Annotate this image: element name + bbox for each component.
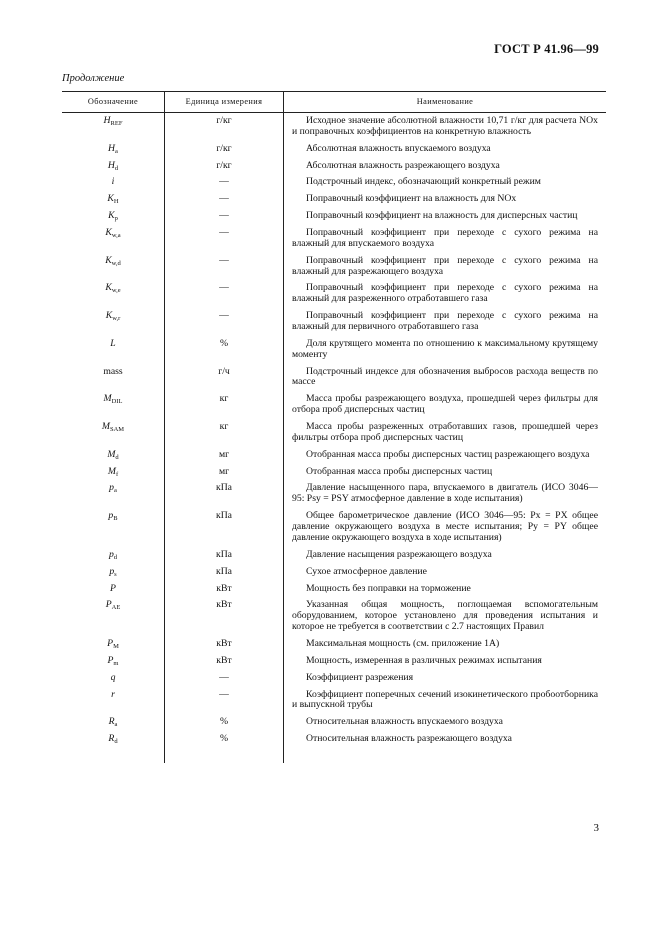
symbol-subscript: p bbox=[114, 215, 118, 223]
description-cell bbox=[284, 141, 607, 158]
unit-cell: мг bbox=[165, 464, 284, 481]
unit-cell: кВт bbox=[165, 597, 284, 636]
description-cell bbox=[284, 687, 607, 715]
description-cell bbox=[284, 280, 607, 308]
symbol-subscript: w,d bbox=[111, 259, 121, 267]
table-row bbox=[62, 653, 606, 670]
description-text: Масса пробы разреженных отработавших газов, прошедшей через фильтры отбора проб дисперсных частиц bbox=[292, 421, 598, 443]
symbol-cell bbox=[62, 670, 165, 687]
symbol-subscript: w,e bbox=[111, 287, 121, 295]
symbol-cell bbox=[62, 253, 165, 281]
description-cell bbox=[284, 419, 607, 447]
description-text: Мощность без поправки на торможение bbox=[306, 582, 471, 594]
unit-cell: кВт bbox=[165, 636, 284, 653]
symbol-subscript: w,r bbox=[112, 315, 121, 323]
unit-cell: — bbox=[165, 253, 284, 281]
description-cell bbox=[284, 158, 607, 175]
table-row bbox=[62, 714, 606, 731]
symbol: P bbox=[105, 599, 112, 611]
unit-cell: — bbox=[165, 308, 284, 336]
symbol-cell bbox=[62, 141, 165, 158]
unit-cell: кг bbox=[165, 391, 284, 419]
symbol-subscript: DIL bbox=[111, 398, 123, 406]
description-cell bbox=[284, 464, 607, 481]
unit-cell: кВт bbox=[165, 581, 284, 598]
symbol-subscript: d bbox=[114, 164, 119, 172]
symbol-cell bbox=[62, 308, 165, 336]
description-cell bbox=[284, 714, 607, 731]
symbol: K bbox=[105, 227, 112, 239]
symbol: K bbox=[105, 282, 112, 294]
symbol-subscript: H bbox=[113, 198, 119, 206]
symbol: P bbox=[107, 637, 114, 649]
symbol: L bbox=[110, 337, 116, 349]
symbol: M bbox=[107, 448, 116, 460]
table-row bbox=[62, 113, 606, 141]
description-text: Абсолютная влажность впускаемого воздуха bbox=[306, 142, 491, 154]
description-text: Подстрочный индексе для обозначения выбросов расхода веществ по массе bbox=[292, 365, 598, 388]
description-cell bbox=[284, 225, 607, 253]
page-number: 3 bbox=[593, 822, 599, 834]
description-cell bbox=[284, 508, 607, 547]
table-row bbox=[62, 336, 606, 364]
document-header: ГОСТ Р 41.96—99 bbox=[494, 42, 599, 56]
symbol-cell bbox=[62, 364, 165, 392]
symbol: H bbox=[108, 142, 116, 154]
description-cell bbox=[284, 364, 607, 392]
unit-cell: — bbox=[165, 191, 284, 208]
unit-cell: — bbox=[165, 174, 284, 191]
table-row bbox=[62, 508, 606, 547]
column-header-symbol: Обозначение bbox=[62, 92, 165, 113]
symbol-subscript: w,a bbox=[111, 232, 121, 240]
unit-cell: — bbox=[165, 208, 284, 225]
symbol: P bbox=[110, 582, 116, 594]
symbol: R bbox=[108, 733, 115, 745]
symbol: r bbox=[111, 688, 115, 700]
table-row bbox=[62, 480, 606, 508]
table-row bbox=[62, 670, 606, 687]
description-cell bbox=[284, 731, 607, 763]
unit-cell: мг bbox=[165, 447, 284, 464]
symbol-cell bbox=[62, 547, 165, 564]
description-text: Поправочный коэффициент при переходе с сухого режима на влажный для разреженного отработавшего газа bbox=[292, 282, 598, 305]
symbol-subscript: s bbox=[114, 570, 117, 578]
symbol: K bbox=[105, 310, 113, 322]
symbol-cell bbox=[62, 508, 165, 547]
unit-cell: г/кг bbox=[165, 141, 284, 158]
symbol: p bbox=[108, 548, 114, 560]
symbol: K bbox=[107, 193, 114, 205]
symbol: p bbox=[109, 482, 114, 494]
symbol-cell bbox=[62, 225, 165, 253]
unit-cell: % bbox=[165, 336, 284, 364]
symbol-cell bbox=[62, 391, 165, 419]
description-text: Максимальная мощность (см. приложение 1А) bbox=[306, 637, 500, 649]
symbol: i bbox=[111, 176, 115, 188]
unit-cell: кПа bbox=[165, 508, 284, 547]
symbol-cell bbox=[62, 480, 165, 508]
description-cell bbox=[284, 253, 607, 281]
table-row bbox=[62, 391, 606, 419]
description-text: Поправочный коэффициент при переходе с сухого режима на влажный для впускаемого воздуха bbox=[292, 227, 598, 249]
table-row bbox=[62, 253, 606, 281]
table-row bbox=[62, 731, 606, 763]
table-row bbox=[62, 308, 606, 336]
symbol-cell bbox=[62, 208, 165, 225]
unit-cell: — bbox=[165, 670, 284, 687]
table-row bbox=[62, 636, 606, 653]
unit-cell: — bbox=[165, 687, 284, 715]
symbol: K bbox=[108, 210, 115, 222]
table-row bbox=[62, 225, 606, 253]
description-cell bbox=[284, 308, 607, 336]
description-cell bbox=[284, 447, 607, 464]
symbols-table bbox=[62, 91, 606, 763]
description-cell bbox=[284, 480, 607, 508]
symbol-cell bbox=[62, 174, 165, 191]
symbol-subscript: a bbox=[114, 721, 118, 729]
symbol-cell bbox=[62, 581, 165, 598]
symbol: H bbox=[103, 115, 111, 126]
symbol-cell bbox=[62, 191, 165, 208]
unit-cell: кПа bbox=[165, 564, 284, 581]
unit-cell: г/ч bbox=[165, 364, 284, 392]
description-cell bbox=[284, 208, 607, 225]
description-cell bbox=[284, 581, 607, 598]
column-header-unit: Единица измерения bbox=[165, 92, 284, 113]
unit-cell: кПа bbox=[165, 480, 284, 508]
symbol: p bbox=[109, 565, 115, 577]
symbol-subscript: d bbox=[114, 738, 118, 746]
description-text: Давление насыщенного пара, впускаемого в двигатель (ИСО 3046—95: Psy = PSY атмосферное давление в ходе испытания) bbox=[292, 482, 598, 505]
symbol-subscript: REF bbox=[110, 120, 123, 127]
unit-cell: кВт bbox=[165, 653, 284, 670]
symbol: M bbox=[101, 421, 110, 433]
symbol: K bbox=[105, 254, 112, 266]
description-cell bbox=[284, 547, 607, 564]
symbol-cell bbox=[62, 687, 165, 715]
description-text: Поправочный коэффициент на влажность для NOx bbox=[306, 193, 517, 205]
description-text: Мощность, измеренная в различных режимах испытания bbox=[306, 654, 542, 666]
table-row bbox=[62, 419, 606, 447]
description-text: Поправочный коэффициент при переходе с сухого режима на влажный для первичного отработавшего газа bbox=[292, 310, 598, 333]
symbol: mass bbox=[103, 365, 123, 377]
description-cell bbox=[284, 636, 607, 653]
description-cell bbox=[284, 670, 607, 687]
table-row bbox=[62, 364, 606, 392]
symbol-subscript: a bbox=[113, 487, 117, 495]
unit-cell: % bbox=[165, 714, 284, 731]
symbol-subscript: m bbox=[113, 659, 119, 667]
description-text: Подстрочный индекс, обозначающий конкретный режим bbox=[306, 176, 541, 188]
description-text: Сухое атмосферное давление bbox=[306, 565, 427, 577]
unit-cell: г/кг bbox=[165, 158, 284, 175]
table-row bbox=[62, 564, 606, 581]
symbol-cell bbox=[62, 564, 165, 581]
table-row bbox=[62, 208, 606, 225]
description-text: Общее барометрическое давление (ИСО 3046—95: Px = PX общее давление окружающего воздуха в месте испытания; Py = PY общее давление окружающего воздуха в ходе испытания) bbox=[292, 510, 598, 543]
unit-cell: г/кг bbox=[165, 113, 284, 141]
symbol-cell bbox=[62, 464, 165, 481]
continuation-label: Продолжение bbox=[62, 73, 125, 84]
symbol-subscript: M bbox=[113, 642, 119, 650]
description-cell bbox=[284, 653, 607, 670]
symbol-subscript: AE bbox=[111, 604, 121, 612]
symbol: p bbox=[108, 510, 114, 522]
table-row bbox=[62, 141, 606, 158]
symbol-subscript: d bbox=[115, 453, 119, 461]
symbol: H bbox=[107, 159, 115, 171]
symbol-cell bbox=[62, 653, 165, 670]
symbol-subscript: B bbox=[113, 515, 118, 523]
table-row bbox=[62, 547, 606, 564]
symbol-cell bbox=[62, 280, 165, 308]
description-cell bbox=[284, 391, 607, 419]
unit-cell: кПа bbox=[165, 547, 284, 564]
description-text: Давление насыщения разрежающего воздуха bbox=[306, 548, 492, 560]
table-row bbox=[62, 597, 606, 636]
column-header-name: Наименование bbox=[284, 92, 607, 113]
symbol-cell bbox=[62, 597, 165, 636]
table-row bbox=[62, 174, 606, 191]
description-cell bbox=[284, 191, 607, 208]
symbol-cell bbox=[62, 731, 165, 763]
description-text: Доля крутящего момента по отношению к максимальному крутящему моменту bbox=[292, 337, 598, 360]
symbol-subscript: f bbox=[115, 470, 119, 478]
table-row bbox=[62, 464, 606, 481]
table-row bbox=[62, 191, 606, 208]
description-text: Относительная влажность разрежающего воздуха bbox=[306, 733, 512, 745]
symbol-cell bbox=[62, 714, 165, 731]
description-text: Относительная влажность впускаемого воздуха bbox=[306, 716, 503, 728]
description-text: Отобранная масса пробы дисперсных частиц bbox=[306, 465, 493, 477]
description-text: Поправочный коэффициент на влажность для дисперсных частиц bbox=[306, 210, 578, 222]
description-cell bbox=[284, 174, 607, 191]
unit-cell: % bbox=[165, 731, 284, 763]
table-row bbox=[62, 158, 606, 175]
description-text: Поправочный коэффициент при переходе с сухого режима на влажный для разрежающего воздуха bbox=[292, 254, 598, 277]
symbol: P bbox=[107, 654, 114, 666]
symbol-cell bbox=[62, 636, 165, 653]
description-text: Коэффициент поперечных сечений изокинетического пробоотборника и выпускной трубы bbox=[292, 688, 598, 711]
symbol-cell bbox=[62, 419, 165, 447]
description-text: Коэффициент разрежения bbox=[306, 671, 414, 683]
symbol: M bbox=[103, 393, 112, 405]
table-row bbox=[62, 581, 606, 598]
table-row bbox=[62, 280, 606, 308]
symbol-subscript: SAM bbox=[109, 426, 125, 434]
symbol-subscript: d bbox=[113, 553, 118, 561]
symbol: q bbox=[110, 671, 116, 683]
table-header-row bbox=[62, 92, 606, 113]
description-cell bbox=[284, 336, 607, 364]
description-cell bbox=[284, 597, 607, 636]
symbol-cell bbox=[62, 447, 165, 464]
symbol: R bbox=[108, 716, 115, 728]
table-row bbox=[62, 687, 606, 715]
symbol-subscript: a bbox=[115, 147, 118, 155]
symbol-cell bbox=[62, 113, 165, 141]
description-cell bbox=[284, 113, 607, 141]
description-text: Исходное значение абсолютной влажности 10,71 г/кг для расчета NOx и поправочных коэффициентов на конкретную влажность bbox=[292, 115, 598, 137]
unit-cell: — bbox=[165, 225, 284, 253]
table-row bbox=[62, 447, 606, 464]
description-cell bbox=[284, 564, 607, 581]
symbol: M bbox=[107, 465, 116, 477]
description-text: Масса пробы разрежающего воздуха, прошедшей через фильтры для отбора проб дисперсных частиц bbox=[292, 393, 598, 416]
unit-cell: кг bbox=[165, 419, 284, 447]
description-text: Указанная общая мощность, поглощаемая вспомогательным оборудованием, которое установлено для проведения испытания и которое не требуется в соответствии с 2.7 настоящих Правил bbox=[292, 599, 598, 633]
symbol-cell bbox=[62, 336, 165, 364]
description-text: Абсолютная влажность разрежающего воздуха bbox=[306, 159, 500, 171]
unit-cell: — bbox=[165, 280, 284, 308]
symbol-cell bbox=[62, 158, 165, 175]
description-text: Отобранная масса пробы дисперсных частиц разрежающего воздуха bbox=[306, 448, 590, 460]
